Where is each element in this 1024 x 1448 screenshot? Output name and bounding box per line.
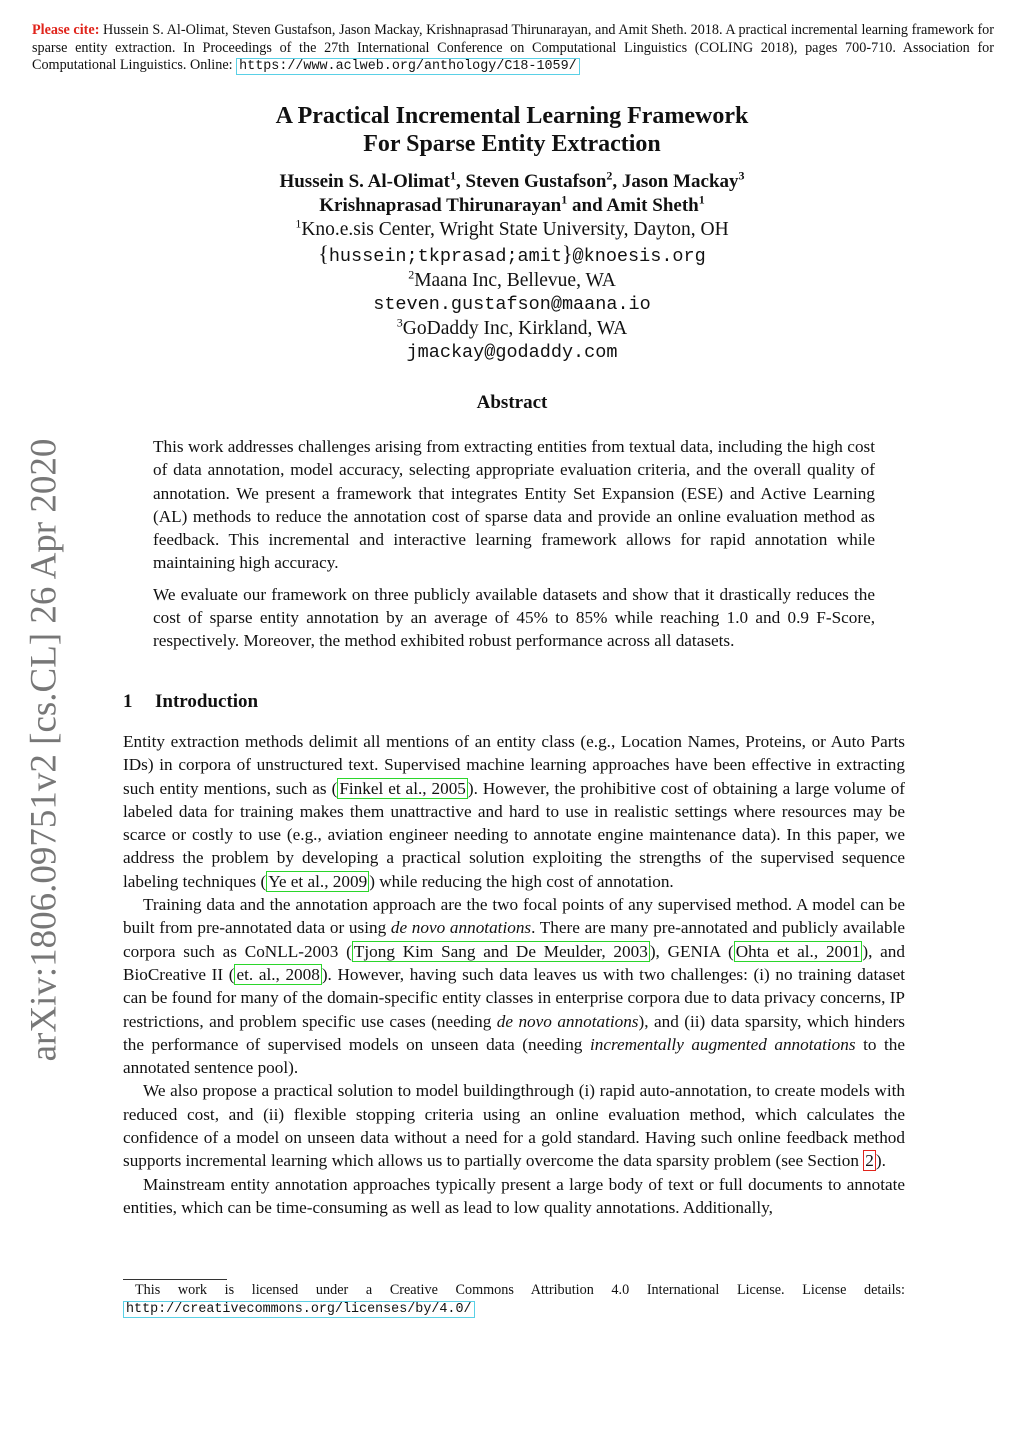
introduction-body xyxy=(123,730,905,1219)
license-footnote xyxy=(123,1282,905,1318)
citation-label: Please cite: xyxy=(32,22,100,38)
author-affil-mark: 2 xyxy=(606,168,613,183)
affiliation-text: Kno.e.sis Center, Wright State University, Dayton, OH xyxy=(301,219,729,240)
affiliation-3 xyxy=(0,317,1024,341)
section-heading-introduction xyxy=(123,691,258,713)
citation-text: Hussein S. Al-Olimat, Steven Gustafson, Jason Mackay, Krishnaprasad Thirunarayan, and Amit Sheth. 2018. A practical incremental learning framework for sparse entity extraction. In Proceedings of the 27th International Conference on Computational Linguistics (COLING 2018), pages 700-710. Association for Computational Linguistics. Online: xyxy=(32,22,994,73)
citation-link[interactable]: Ohta et al., 2001 xyxy=(735,941,861,961)
affil-mark: 1 xyxy=(295,216,302,231)
author-affil-mark: 3 xyxy=(738,168,745,183)
arxiv-identifier-sidebar: arXiv:1806.09751v2 [cs.CL] 26 Apr 2020 xyxy=(23,438,65,1062)
author-name: Steven Gustafson xyxy=(465,171,607,192)
email-line-3: jmackay@godaddy.com xyxy=(406,342,618,363)
abstract-heading: Abstract xyxy=(476,392,548,413)
license-url-link[interactable]: http://creativecommons.org/licenses/by/4.0/ xyxy=(123,1301,475,1318)
abstract-paragraph-2: We evaluate our framework on three publicly available datasets and show that it drastically reduces the cost of sparse entity annotation by an average of 45% to 85% while reaching 1.0 and 0.9 F-Score, respectively. Moreover, the method exhibited robust performance across all datasets. xyxy=(153,584,875,651)
intro-paragraph-3: We also propose a practical solution to model buildingthrough (i) rapid auto-annotation, to create models with reduced cost, and (ii) flexible stopping criteria using an online evaluation method, which calculates the confidence of a model on unseen data without a need for a gold standard. Having such online feedback method supports incremental learning which allows us to partially overcome the data sparsity problem (see Section 2 ). xyxy=(123,1081,905,1171)
author-list xyxy=(0,170,1024,218)
affiliation-text: GoDaddy Inc, Kirkland, WA xyxy=(402,318,628,339)
author-name: Amit Sheth xyxy=(606,195,699,216)
author-line-2 xyxy=(0,194,1024,218)
affiliation-1 xyxy=(0,218,1024,242)
author-affil-mark: 1 xyxy=(449,168,456,183)
affiliations xyxy=(0,218,1024,365)
citation-notice xyxy=(32,22,994,76)
title-line-2: For Sparse Entity Extraction xyxy=(363,131,661,157)
email-line-2: steven.gustafson@maana.io xyxy=(373,294,651,315)
author-affil-mark: 1 xyxy=(561,192,568,207)
author-line-1: Hussein S. Al-Olimat$^1$, Steven Gustafson$^2$, Jason Mackay$^3$ xyxy=(279,168,745,192)
citation-url-link[interactable]: https://www.aclweb.org/anthology/C18-1059/ xyxy=(236,58,580,75)
citation-link[interactable]: et. al., 2008 xyxy=(236,964,320,984)
intro-paragraph-1: Entity extraction methods delimit all mentions of an entity class (e.g., Location Names, Proteins, or Auto Parts IDs) in corpora of unstructured text. Supervised machine learning approaches have been effective in extracting such entity mentions, such as ( Finkel et al., 2005 ). However, the prohibitive cost of obtaining a large volume of labeled data for training makes them unattractive and hard to use in realistic settings where resources may be scarce or costly to use (e.g., aviation engineer needing to annotate engine maintenance data). In this paper, we address the problem by developing a practical solution exploiting the strengths of the supervised sequence labeling techniques ( Ye et al., 2009 ) while reducing the high cost of annotation. xyxy=(123,732,906,891)
affiliation-text: Maana Inc, Bellevue, WA xyxy=(414,270,616,291)
citation-link[interactable]: Finkel et al., 2005 xyxy=(339,778,466,798)
section-title: Introduction xyxy=(155,691,259,712)
author-name: Krishnaprasad Thirunarayan xyxy=(319,195,562,216)
author-conjunction: and xyxy=(572,195,603,216)
author-name: Jason Mackay xyxy=(621,171,739,192)
abstract-paragraph-1: This work addresses challenges arising from extracting entities from textual data, including the high cost of data annotation, model accuracy, selecting appropriate evaluation criteria, and the overall quality of annotation. We present a framework that integrates Entity Set Expansion (ESE) and Active Learning (AL) methods to reduce the annotation cost of sparse data and provide an online evaluation method as feedback. This incremental and interactive learning framework allows for rapid annotation while maintaining high accuracy. xyxy=(153,437,875,573)
affiliation-2 xyxy=(0,269,1024,293)
affil-mark: 3 xyxy=(396,315,403,330)
section-ref-link[interactable]: 2 xyxy=(865,1151,874,1171)
intro-paragraph-2: Training data and the annotation approach are the two focal points of any supervised method. A model can be built from pre-annotated data or using de novo annotations. There are many pre-annotated and publicly available corpora such as CoNLL-2003 ( Tjong Kim Sang and De Meulder, 2003 ), GENIA ( Ohta et al., 2001 ), and BioCreative II ( et. al., 2008 ). However, having such data leaves us with two challenges: (i) no training dataset can be found for many of the domain-specific entity classes in enterprise corpora due to data privacy concerns, IP restrictions, and problem specific use cases (needing de novo annotations), and (ii) data sparsity, which hinders the performance of supervised models on unseen data (needing incrementally augmented annotations to the annotated sentence pool). xyxy=(123,895,906,1078)
email-domain: @knoesis.org xyxy=(572,246,706,267)
author-name: Hussein S. Al-Olimat xyxy=(279,171,450,192)
citation-link[interactable]: Ye et al., 2009 xyxy=(268,871,368,891)
affil-mark: 2 xyxy=(408,267,415,282)
email-users: hussein;tkprasad;amit xyxy=(328,246,562,267)
abstract-body xyxy=(153,435,875,661)
citation-link[interactable]: Tjong Kim Sang and De Meulder, 2003 xyxy=(353,941,648,961)
footnote-divider xyxy=(123,1279,227,1280)
email-line-1: {hussein;tkprasad;amit}@knoesis.org xyxy=(318,241,706,267)
intro-paragraph-4: Mainstream entity annotation approaches typically present a large body of text or full documents to annotate entities, which can be time-consuming as well as lead to low quality annotations. Additionally, xyxy=(123,1174,905,1217)
paper-title xyxy=(0,102,1024,158)
author-affil-mark: 1 xyxy=(698,192,705,207)
footnote-text: This work is licensed under a Creative Commons Attribution 4.0 International License. License details: xyxy=(135,1282,905,1298)
section-number: 1 xyxy=(123,691,133,712)
title-line-1: A Practical Incremental Learning Framework xyxy=(275,103,749,129)
